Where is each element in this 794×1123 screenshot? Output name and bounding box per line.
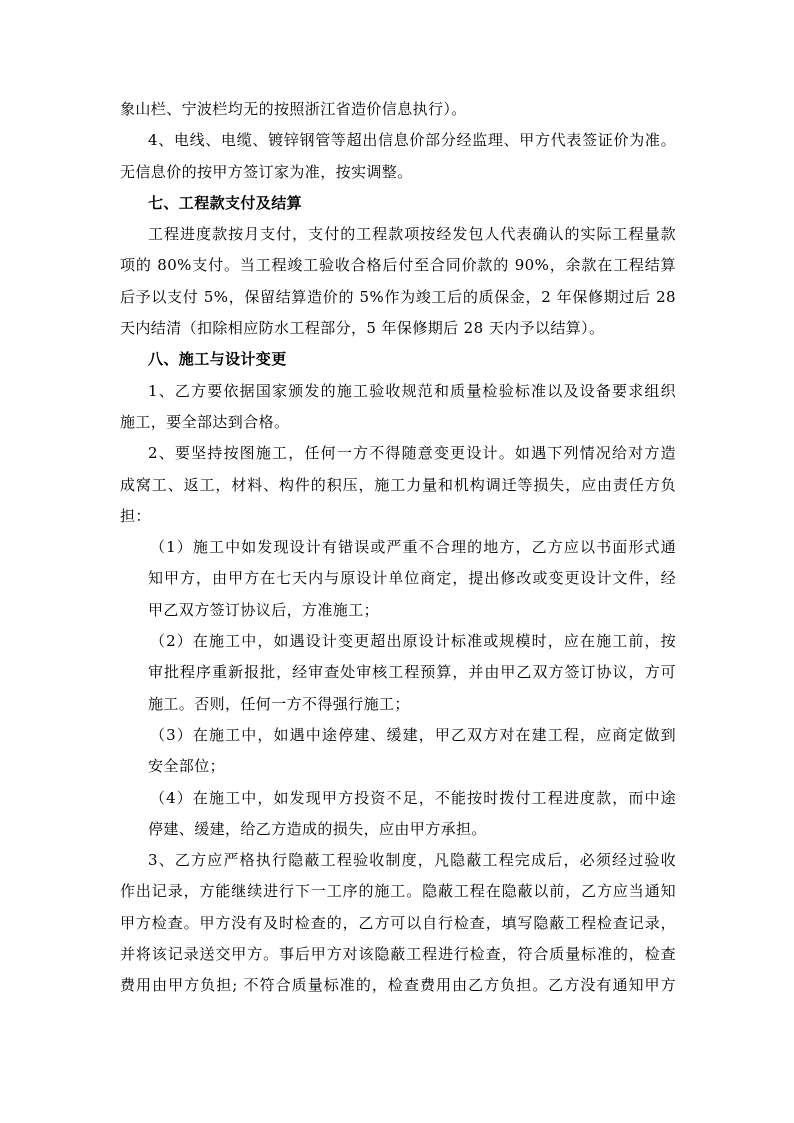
text-line: 3、乙方应严格执行隐蔽工程验收制度，凡隐蔽工程完成后，必须经过验收 — [148, 851, 676, 870]
text-line: （3）在施工中，如遇中途停建、缓建，甲乙双方对在建工程，应商定做到 — [150, 725, 676, 744]
text-line: 施工。否则，任何一方不得强行施工； — [148, 694, 410, 713]
text-line: 1、乙方要依据国家颁发的施工验收规范和质量检验标准以及设备要求组织 — [148, 381, 676, 400]
text-line: 成窝工、返工，材料、构件的积压，施工力量和机构调迁等损失，应由责任方负 — [120, 475, 676, 494]
text-line: 知甲方，由甲方在七天内与原设计单位商定，提出修改或变更设计文件，经 — [148, 569, 676, 588]
text-line: 工程进度款按月支付，支付的工程款项按经发包人代表确认的实际工程量款 — [148, 225, 676, 244]
document-page — [120, 94, 676, 1002]
section-heading: 七、工程款支付及结算 — [148, 193, 303, 212]
text-line: 甲方检查。甲方没有及时检查的，乙方可以自行检查，填写隐蔽工程检查记录， — [120, 913, 676, 932]
text-line: 象山栏、宁波栏均无的按照浙江省造价信息执行）。 — [120, 100, 467, 118]
text-line: 作出记录，方能继续进行下一工序的施工。隐蔽工程在隐蔽以前，乙方应当通知 — [120, 882, 676, 901]
section-heading: 八、施工与设计变更 — [148, 350, 287, 369]
text-line: 费用由甲方负担; 不符合质量标准的，检查费用由乙方负担。乙方没有通知甲方 — [120, 976, 676, 995]
text-line: 甲乙双方签订协议后，方准施工； — [148, 600, 380, 619]
text-line: 4、电线、电缆、镀锌钢管等超出信息价部分经监理、甲方代表签证价为准。 — [148, 131, 676, 150]
text-line: 安全部位； — [148, 757, 226, 776]
text-line: 项的 80%支付。当工程竣工验收合格后付至合同价款的 90%，余款在工程结算 — [120, 256, 676, 275]
text-line: （2）在施工中，如遇设计变更超出原设计标准或规模时，应在施工前，按 — [150, 632, 676, 651]
text-line: 无信息价的按甲方签订家为准，按实调整。 — [120, 162, 413, 181]
text-line: 天内结清（扣除相应防水工程部分，5 年保修期后 28 天内予以结算）。 — [120, 319, 605, 338]
text-line: 并将该记录送交甲方。事后甲方对该隐蔽工程进行检查，符合质量标准的，检查 — [120, 945, 676, 964]
text-line: 后予以支付 5%，保留结算造价的 5%作为竣工后的质保金，2 年保修期过后 28 — [120, 287, 676, 306]
text-line: 施工，要全部达到合格。 — [120, 412, 290, 431]
text-line: 审批程序重新报批，经审查处审核工程预算，并由甲乙双方签订协议，方可 — [148, 663, 676, 682]
text-line: 停建、缓建，给乙方造成的损失，应由甲方承担。 — [148, 819, 487, 838]
text-line: （4）在施工中，如发现甲方投资不足，不能按时拨付工程进度款，而中途 — [150, 788, 676, 807]
text-line: 担： — [120, 506, 151, 525]
text-line: 2、要坚持按图施工，任何一方不得随意变更设计。如遇下列情况给对方造 — [148, 444, 676, 463]
text-line: （1）施工中如发现设计有错误或严重不合理的地方，乙方应以书面形式通 — [150, 538, 676, 557]
